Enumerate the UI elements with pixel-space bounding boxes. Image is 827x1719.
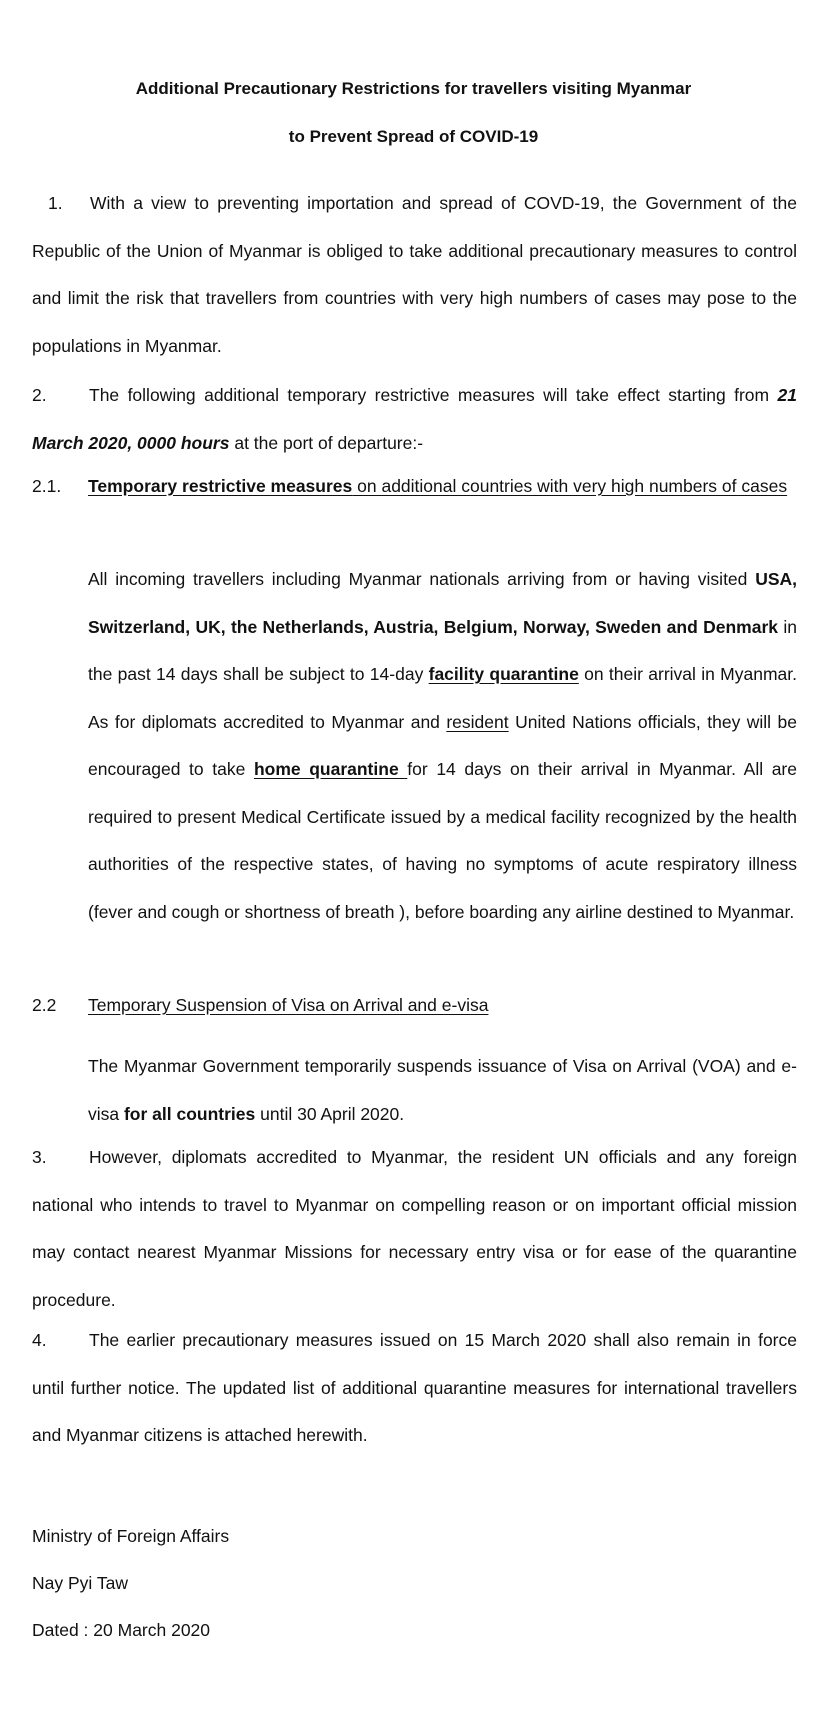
paragraph-text: The following additional temporary restrictive measures will take effect starting from [89,385,778,405]
heading-text: Temporary Suspension of Visa on Arrival and e-visa [88,995,489,1015]
document-title-line-2: to Prevent Spread of COVID-19 [288,127,539,146]
facility-quarantine-term: facility quarantine [428,664,579,684]
paragraph-1 [32,180,797,370]
paragraph-text: The earlier precautionary measures issued on 15 March 2020 shall also remain in force until further notice. The updated list of additional quarantine measures for international travellers and Myanmar citizens is attached herewith. [32,1330,797,1445]
paragraph-text: With a view to preventing importation and spread of COVD-19, the Government of the Republic of the Union of Myanmar is obliged to take additional precautionary measures to control and limit the risk that travellers from countries with very high numbers of cases may pose to the populations in Myanmar. [32,193,797,356]
document-title-line-1: Additional Precautionary Restrictions for travellers visiting Myanmar [135,79,692,98]
body-text: on their arrival in Myanmar. As for diplomats accredited to Myanmar and [88,664,797,732]
body-text: until 30 April 2020. [255,1103,405,1124]
section-2-2-body [88,1043,797,1138]
body-text: The Myanmar Government temporarily suspends issuance of Visa on Arrival (VOA) and e-visa [88,1056,797,1124]
body-text: for 14 days on their arrival in Myanmar. All are required to present Medical Certificate issued by a medical facility recognized by the health authorities of the respective states, of having no symptoms of acute respiratory illness (fever and cough or shortness of breath ), before boarding any airline destined to Myanmar. [88,759,797,922]
signature-organization: Ministry of Foreign Affairs [32,1526,230,1546]
section-2-2-heading [88,982,797,1030]
body-text: in the past 14 days shall be subject to 14-day [88,616,797,684]
paragraph-2 [32,372,797,467]
heading-bold: Temporary restrictive measures [88,476,353,496]
home-quarantine-term: home quarantine [253,759,408,779]
paragraph-text: at the port of departure:- [229,432,424,453]
body-text: United Nations officials, they will be encouraged to take [88,711,797,779]
paragraph-3 [32,1134,797,1324]
paragraph-number: 2. [32,385,47,405]
paragraph-4 [32,1317,797,1460]
all-countries-emphasis: for all countries [123,1103,256,1124]
heading-text: on additional countries with very high numbers of cases [352,476,788,496]
paragraph-number: 1. [48,193,63,213]
section-number-2-2: 2.2 [32,995,57,1015]
section-number-2-1: 2.1. [32,476,62,496]
body-text: All incoming travellers including Myanmar nationals arriving from or having visited [88,569,756,589]
signature-date: Dated : 20 March 2020 [32,1620,211,1640]
resident-term: resident [446,711,509,732]
paragraph-text: However, diplomats accredited to Myanmar, the resident UN officials and any foreign national who intends to travel to Myanmar on compelling reason or on important official mission may contact nearest Myanmar Missions for necessary entry visa or for ease of the quarantine procedure. [32,1147,797,1310]
section-2-1-body [88,556,797,936]
signature-place: Nay Pyi Taw [32,1573,128,1593]
country-list: USA, Switzerland, UK, the Netherlands, Austria, Belgium, Norway, Sweden and Denmark [88,569,797,637]
effective-date: 21 March 2020, 0000 hours [32,385,797,453]
section-2-1-heading [88,463,797,511]
paragraph-number: 4. [32,1330,47,1350]
paragraph-number: 3. [32,1147,47,1167]
